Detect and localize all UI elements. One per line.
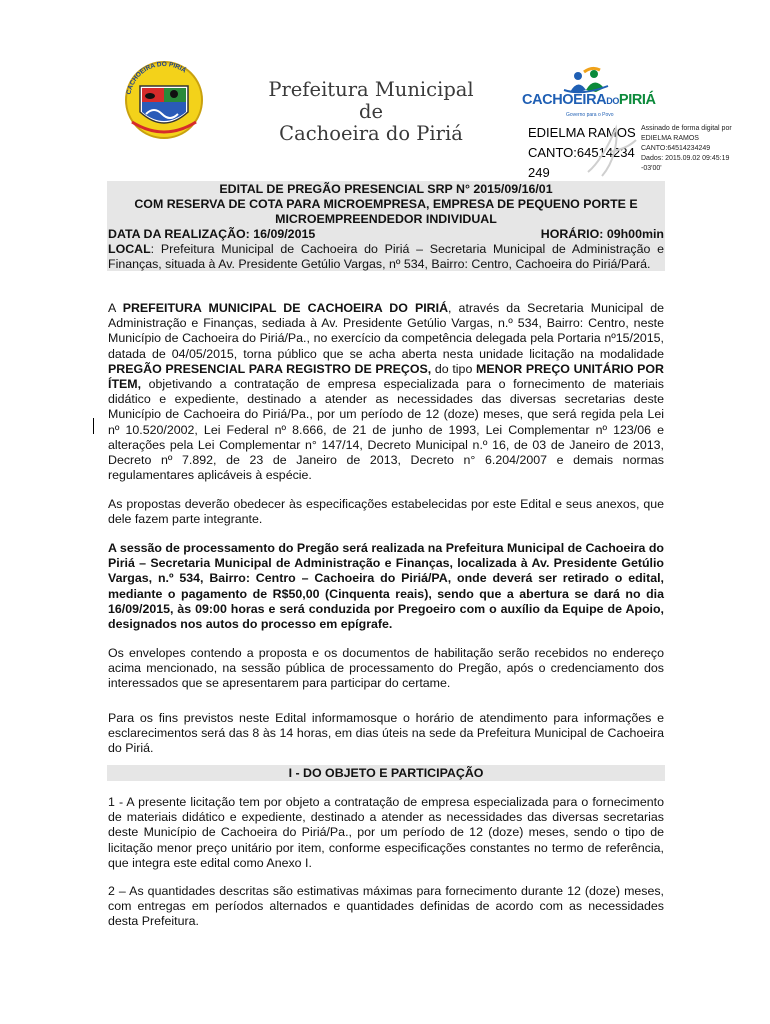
edital-time: HORÁRIO: 09h00min — [540, 227, 664, 241]
paragraph-intro: A PREFEITURA MUNICIPAL DE CACHOEIRA DO PIRIÁ, através da Secretaria Municipal de Administração e Finanças, sediada à Av. Presidente Getúlio Vargas, n.º 534, Bairro: Centro, neste Município de Cachoeira do Piriá/Pa., no exercício da competência delegada pela Portaria nº15/2015, datada de 04/05/2015, torna público que se acha aberta nesta unidade licitação na modalidade PREGÃO PRESENCIAL PARA REGISTRO DE PREÇOS, do tipo MENOR PREÇO UNITÁRIO POR ÍTEM, objetivando a contratação de empresa especializada para o fornecimento de materiais didático e expediente, destinado a atender as necessidades das diversas secretarias deste Município de Cachoeira do Piriá/Pa., por um período de 12 (doze) meses, que será regida pela Lei nº 10.520/2002, Lei Federal nº 8.666, de 21 de junho de 1993, Lei Complementar nº 123/06 e alterações pela Lei Complementar n° 147/14, Decreto Municipal n.º 16, de 03 de Janeiro de 2013, Decreto nº 7.892, de 23 de Janeiro de 2013, Decreto n° 6.204/2007 e demais normas regulamentares aplicáveis à espécie. — [108, 301, 665, 483]
signer-name: EDIELMA RAMOS CANTO:64514234 249 — [528, 125, 636, 180]
brand-wordmark: CACHOEIRADOPIRIÁ — [522, 92, 656, 108]
paragraph-hours: Para os fins previstos neste Edital informamosque o horário de atendimento para informações e esclarecimentos será das 8 às 14 horas, em dias úteis na sede da Prefeitura Municipal de Cachoeira do Piriá. — [108, 711, 664, 756]
edital-title: EDITAL DE PREGÃO PRESENCIAL SRP N° 2015/09/16/01 — [219, 182, 553, 196]
brand-tagline: Governo para o Povo — [566, 112, 614, 118]
edital-subtitle-line2: MICROEMPREENDEDOR INDIVIDUAL — [275, 212, 497, 226]
paragraph-item-2: 2 – As quantidades descritas são estimativas máximas para fornecimento durante 12 (doze) meses, com entregas em períodos alternados e quantidades definidas de acordo com as necessidades desta Prefeitura. — [108, 884, 664, 929]
text-cursor — [93, 418, 94, 434]
signature-mark-icon — [580, 122, 640, 180]
paragraph-proposals: As propostas deverão obedecer às especificações estabelecidas por este Edital e seus anexos, que dele fazem parte integrante. — [108, 497, 664, 527]
edital-date: DATA DA REALIZAÇÃO: 16/09/2015 — [108, 227, 316, 241]
municipal-crest-logo — [116, 56, 212, 144]
edital-subtitle-line1: COM RESERVA DE COTA PARA MICROEMPRESA, EMPRESA DE PEQUENO PORTE E — [134, 197, 638, 211]
header-title — [258, 79, 484, 145]
edital-date-row — [108, 227, 664, 242]
section-heading-objeto: I - DO OBJETO E PARTICIPAÇÃO — [107, 765, 665, 781]
paragraph-envelopes: Os envelopes contendo a proposta e os documentos de habilitação serão recebidos no endereço acima mencionado, na sessão pública de processamento do Pregão, após o credenciamento dos interessados que se apresentarem para participar do certame. — [108, 646, 664, 691]
header-title-line1: Prefeitura Municipal de — [268, 78, 474, 123]
header-title-line2: Cachoeira do Piriá — [279, 122, 463, 145]
paragraph-item-1: 1 - A presente licitação tem por objeto a contratação de empresa especializada para o fornecimento de materiais didático e expediente, destinado a atender as necessidades das diversas secretarias deste Município de Cachoeira do Piriá/Pa., por um período de 12 (doze) meses, sendo o tipo de licitação menor preço unitário por item, conforme especificações constantes no termo de referência, que integra este edital como Anexo I. — [108, 795, 664, 870]
svg-text:CACHOEIRA DO PIRIÁ: CACHOEIRA DO PIRIÁ — [125, 60, 188, 96]
paragraph-session: A sessão de processamento do Pregão será realizada na Prefeitura Municipal de Cachoeira do Piriá – Secretaria Municipal de Administração e Finanças, localizada à Av. Presidente Getúlio Vargas, n.º 534, Bairro: Centro – Cachoeira do Piriá/PA, onde deverá ser retirado o edital, mediante o pagamento de R$50,00 (Cinquenta reais), sendo que a abertura se dará no dia 16/09/2015, às 09:00 horas e será conduzida por Pregoeiro com o auxílio da Equipe de Apoio, designados nos autos do processo em epígrafe. — [108, 541, 664, 632]
edital-local: LOCAL: Prefeitura Municipal de Cachoeira do Piriá – Secretaria Municipal de Administração e Finanças, situada à Av. Presidente Getúlio Vargas, nº 534, Bairro: Centro, Cachoeira do Piriá/Pará. — [108, 242, 664, 272]
signature-details: Assinado de forma digital por EDIELMA RAMOS CANTO:64514234249 Dados: 2015.09.02 09:45:19 -03'00' — [641, 125, 732, 172]
